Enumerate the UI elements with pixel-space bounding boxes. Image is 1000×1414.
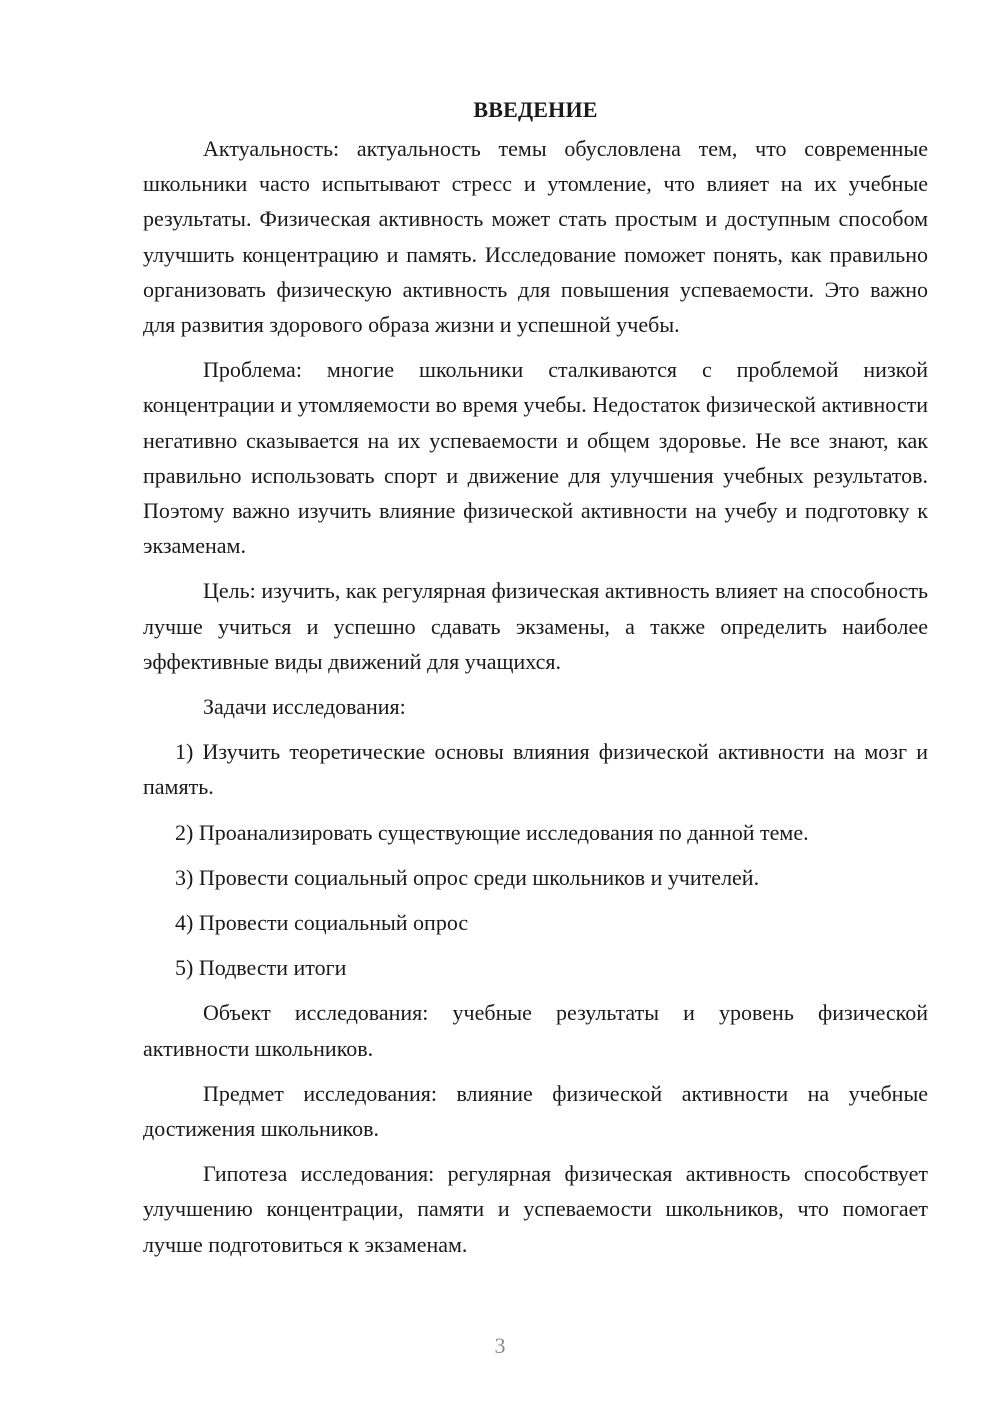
tasks-heading: Задачи исследования: — [203, 694, 406, 720]
paragraph-problem: Проблема: многие школьники сталкиваются с проблемой низкой концентрации и утомляемости во время учебы. Недостаток физической активности негативно сказывается на их успеваемости и общем здоровье. Не все знают, как правильно использовать спорт и движение для улучшения учебных результатов. Поэтому важно изучить влияние физической активности на учебу и подготовку к экзаменам. — [143, 357, 928, 559]
page-number: 3 — [494, 1333, 506, 1358]
paragraph-goal: Цель: изучить, как регулярная физическая активность влияет на способность лучше учиться и успешно сдавать экзамены, а также определить наиболее эффективные виды движений для учащихся. — [143, 578, 928, 674]
paragraph-relevance: Актуальность: актуальность темы обусловлена тем, что современные школьники часто испытывают стресс и утомление, что влияет на их учебные результаты. Физическая активность может стать простым и доступным способом улучшить концентрацию и память. Исследование поможет понять, как правильно организовать физическую активность для повышения успеваемости. Это важно для развития здорового образа жизни и успешной учебы. — [143, 136, 928, 338]
task-item-1: 1) Изучить теоретические основы влияния физической активности на мозг и память. — [143, 739, 928, 800]
task-item-5: 5) Подвести итоги — [175, 955, 347, 981]
task-item-2: 2) Проанализировать существующие исследования по данной теме. — [175, 819, 809, 845]
document-page — [143, 92, 928, 1272]
paragraph-object: Объект исследования: учебные результаты и уровень физической активности школьников. — [143, 1000, 928, 1061]
paragraph-subject: Предмет исследования: влияние физической активности на учебные достижения школьников. — [143, 1080, 928, 1142]
task-item-3: 3) Провести социальный опрос среди школьников и учителей. — [175, 864, 760, 890]
task-item-4: 4) Провести социальный опрос — [175, 910, 469, 936]
section-title: ВВЕДЕНИЕ — [473, 97, 598, 122]
paragraph-hypothesis: Гипотеза исследования: регулярная физическая активность способствует улучшению концентрации, памяти и успеваемости школьников, что помогает лучше подготовиться к экзаменам. — [143, 1161, 928, 1257]
